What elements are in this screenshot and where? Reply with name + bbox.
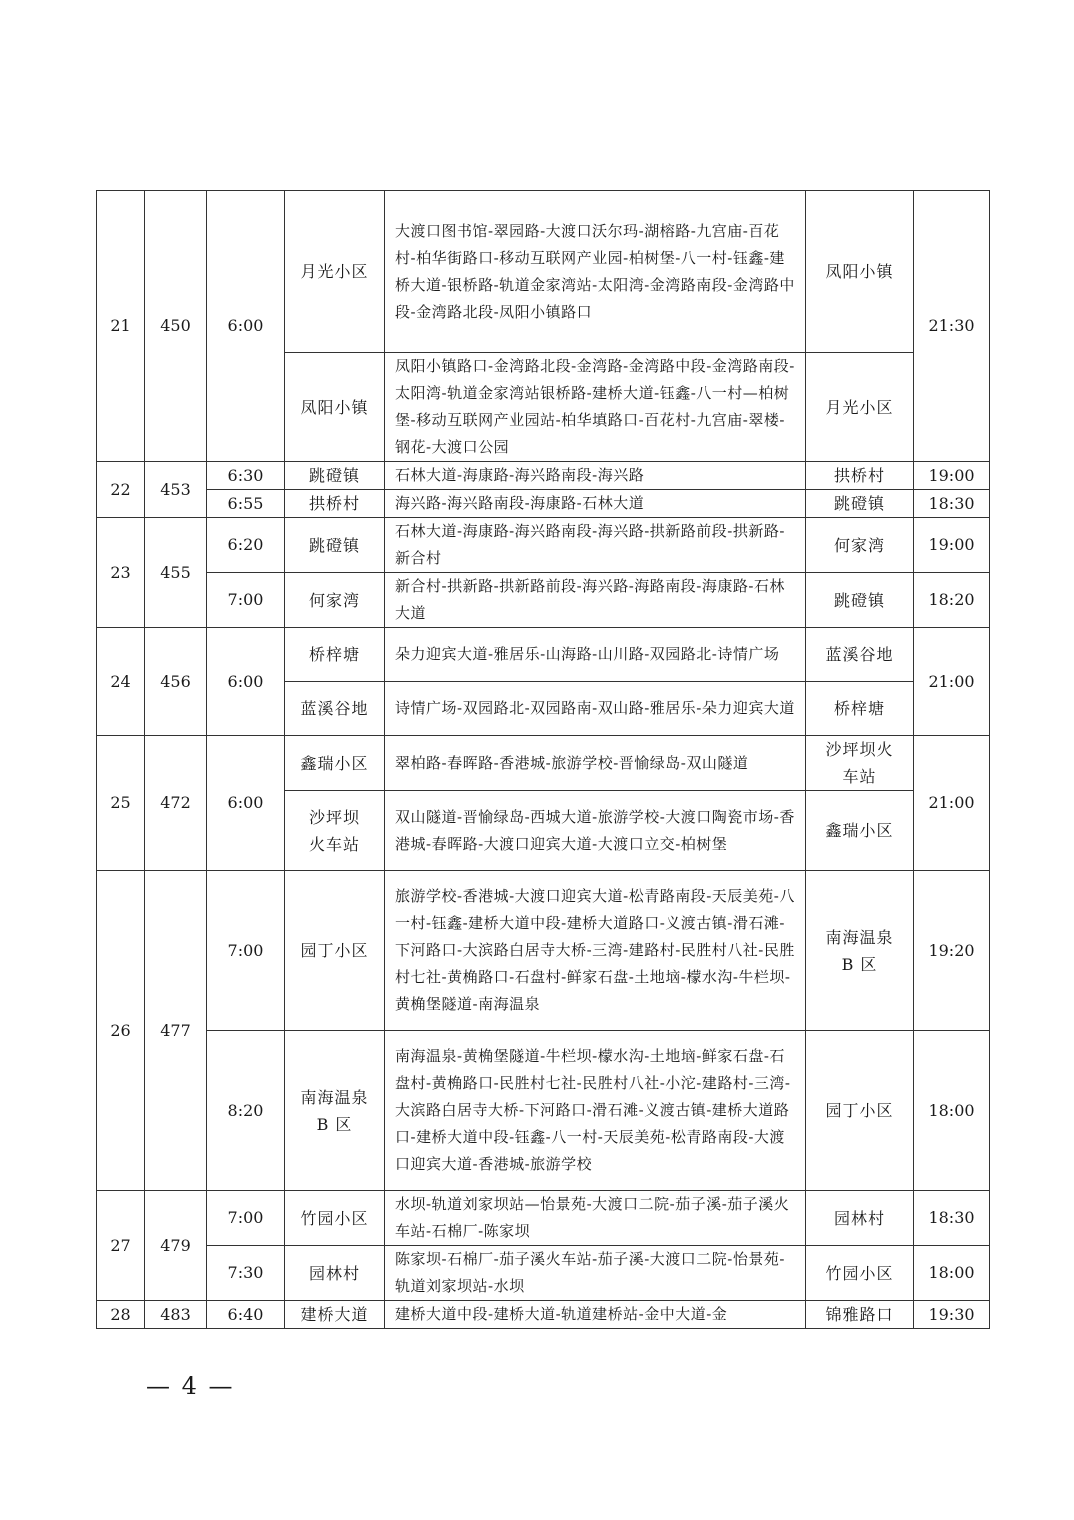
route-stops: 新合村-拱新路-拱新路前段-海兴路-海路南段-海康路-石林大道 (385, 573, 806, 628)
first-departure: 6:00 (207, 736, 285, 871)
table-row (97, 573, 990, 628)
start-stop: 南海温泉B 区 (285, 1031, 385, 1191)
route-stops: 陈家坝-石棉厂-茄子溪火车站-茄子溪-大渡口二院-怡景苑-轨道刘家坝站-水坝 (385, 1246, 806, 1301)
end-stop: 园林村 (806, 1191, 914, 1246)
table-row (97, 191, 990, 353)
first-departure: 6:40 (207, 1301, 285, 1329)
end-stop: 竹园小区 (806, 1246, 914, 1301)
end-stop: 蓝溪谷地 (806, 628, 914, 682)
line-number: 479 (145, 1191, 207, 1301)
last-departure: 21:30 (914, 191, 990, 462)
route-stops: 旅游学校-香港城-大渡口迎宾大道-松青路南段-天辰美苑-八一村-钰鑫-建桥大道中段-建桥大道路口-义渡古镇-滑石滩-下河路口-大滨路白居寺大桥-三湾-建路村-民胜村八社-民胜村七社-黄桷路口-石盘村-鲜家石盘-土地垴-檬水沟-牛栏坝-黄桷堡隧道-南海温泉 (385, 871, 806, 1031)
table-row (97, 628, 990, 682)
start-stop: 跳磴镇 (285, 518, 385, 573)
end-stop: 沙坪坝火车站 (806, 736, 914, 791)
first-departure: 7:00 (207, 573, 285, 628)
start-stop: 鑫瑞小区 (285, 736, 385, 791)
start-stop: 凤阳小镇 (285, 353, 385, 462)
last-departure: 18:20 (914, 573, 990, 628)
route-number: 25 (97, 736, 145, 871)
last-departure: 19:00 (914, 518, 990, 573)
line-number: 450 (145, 191, 207, 462)
end-stop: 凤阳小镇 (806, 191, 914, 353)
table-row (97, 1246, 990, 1301)
table-row (97, 462, 990, 490)
route-stops: 大渡口图书馆-翠园路-大渡口沃尔玛-湖榕路-九宫庙-百花村-柏华街路口-移动互联网产业园-柏树堡-八一村-钰鑫-建桥大道-银桥路-轨道金家湾站-太阳湾-金湾路南段-金湾路中段-金湾路北段-凤阳小镇路口 (385, 191, 806, 353)
first-departure: 7:00 (207, 871, 285, 1031)
first-departure: 7:30 (207, 1246, 285, 1301)
table-row (97, 871, 990, 1031)
end-stop: 月光小区 (806, 353, 914, 462)
line-number: 483 (145, 1301, 207, 1329)
start-stop: 建桥大道 (285, 1301, 385, 1329)
start-stop: 园林村 (285, 1246, 385, 1301)
start-stop: 跳磴镇 (285, 462, 385, 490)
start-stop: 园丁小区 (285, 871, 385, 1031)
route-stops: 凤阳小镇路口-金湾路北段-金湾路-金湾路中段-金湾路南段-太阳湾-轨道金家湾站银桥路-建桥大道-钰鑫-八一村—柏树堡-移动互联网产业园站-柏华填路口-百花村-九宫庙-翠楼-钢花-大渡口公园 (385, 353, 806, 462)
line-number: 453 (145, 462, 207, 518)
start-stop: 桥梓塘 (285, 628, 385, 682)
start-stop: 月光小区 (285, 191, 385, 353)
first-departure: 6:20 (207, 518, 285, 573)
last-departure: 21:00 (914, 628, 990, 736)
first-departure: 8:20 (207, 1031, 285, 1191)
route-stops: 南海温泉-黄桷堡隧道-牛栏坝-檬水沟-土地垴-鲜家石盘-石盘村-黄桷路口-民胜村七社-民胜村八社-小沱-建路村-三湾-大滨路白居寺大桥-下河路口-滑石滩-义渡古镇-建桥大道路口-建桥大道中段-钰鑫-八一村-天辰美苑-松青路南段-大渡口迎宾大道-香港城-旅游学校 (385, 1031, 806, 1191)
end-stop: 园丁小区 (806, 1031, 914, 1191)
table-row (97, 736, 990, 791)
route-stops: 翠柏路-春晖路-香港城-旅游学校-晋愉绿岛-双山隧道 (385, 736, 806, 791)
end-stop: 何家湾 (806, 518, 914, 573)
route-stops: 水坝-轨道刘家坝站—怡景苑-大渡口二院-茄子溪-茄子溪火车站-石棉厂-陈家坝 (385, 1191, 806, 1246)
start-stop: 沙坪坝火车站 (285, 791, 385, 871)
table-row (97, 1301, 990, 1329)
route-number: 24 (97, 628, 145, 736)
end-stop: 南海温泉B 区 (806, 871, 914, 1031)
first-departure: 7:00 (207, 1191, 285, 1246)
page-number: — 4 — (146, 1372, 235, 1400)
last-departure: 18:30 (914, 490, 990, 518)
last-departure: 19:20 (914, 871, 990, 1031)
line-number: 455 (145, 518, 207, 628)
last-departure: 19:00 (914, 462, 990, 490)
last-departure: 18:00 (914, 1031, 990, 1191)
last-departure: 18:00 (914, 1246, 990, 1301)
route-stops: 石林大道-海康路-海兴路南段-海兴路 (385, 462, 806, 490)
route-stops: 双山隧道-晋愉绿岛-西城大道-旅游学校-大渡口陶瓷市场-香港城-春晖路-大渡口迎宾大道-大渡口立交-柏树堡 (385, 791, 806, 871)
end-stop: 跳磴镇 (806, 490, 914, 518)
table-row (97, 490, 990, 518)
start-stop: 竹园小区 (285, 1191, 385, 1246)
end-stop: 跳磴镇 (806, 573, 914, 628)
bus-route-table (96, 190, 990, 1329)
line-number: 472 (145, 736, 207, 871)
end-stop: 鑫瑞小区 (806, 791, 914, 871)
route-number: 27 (97, 1191, 145, 1301)
route-stops: 诗情广场-双园路北-双园路南-双山路-雅居乐-朵力迎宾大道 (385, 682, 806, 736)
route-number: 22 (97, 462, 145, 518)
last-departure: 21:00 (914, 736, 990, 871)
route-stops: 朵力迎宾大道-雅居乐-山海路-山川路-双园路北-诗情广场 (385, 628, 806, 682)
route-number: 23 (97, 518, 145, 628)
last-departure: 18:30 (914, 1191, 990, 1246)
table-row (97, 1191, 990, 1246)
route-number: 21 (97, 191, 145, 462)
start-stop: 拱桥村 (285, 490, 385, 518)
first-departure: 6:00 (207, 628, 285, 736)
route-stops: 建桥大道中段-建桥大道-轨道建桥站-金中大道-金 (385, 1301, 806, 1329)
first-departure: 6:55 (207, 490, 285, 518)
first-departure: 6:00 (207, 191, 285, 462)
route-number: 26 (97, 871, 145, 1191)
route-number: 28 (97, 1301, 145, 1329)
route-stops: 海兴路-海兴路南段-海康路-石林大道 (385, 490, 806, 518)
first-departure: 6:30 (207, 462, 285, 490)
route-stops: 石林大道-海康路-海兴路南段-海兴路-拱新路前段-拱新路-新合村 (385, 518, 806, 573)
table-row (97, 518, 990, 573)
table-row (97, 1031, 990, 1191)
end-stop: 桥梓塘 (806, 682, 914, 736)
start-stop: 何家湾 (285, 573, 385, 628)
line-number: 477 (145, 871, 207, 1191)
end-stop: 拱桥村 (806, 462, 914, 490)
last-departure: 19:30 (914, 1301, 990, 1329)
start-stop: 蓝溪谷地 (285, 682, 385, 736)
line-number: 456 (145, 628, 207, 736)
end-stop: 锦雅路口 (806, 1301, 914, 1329)
